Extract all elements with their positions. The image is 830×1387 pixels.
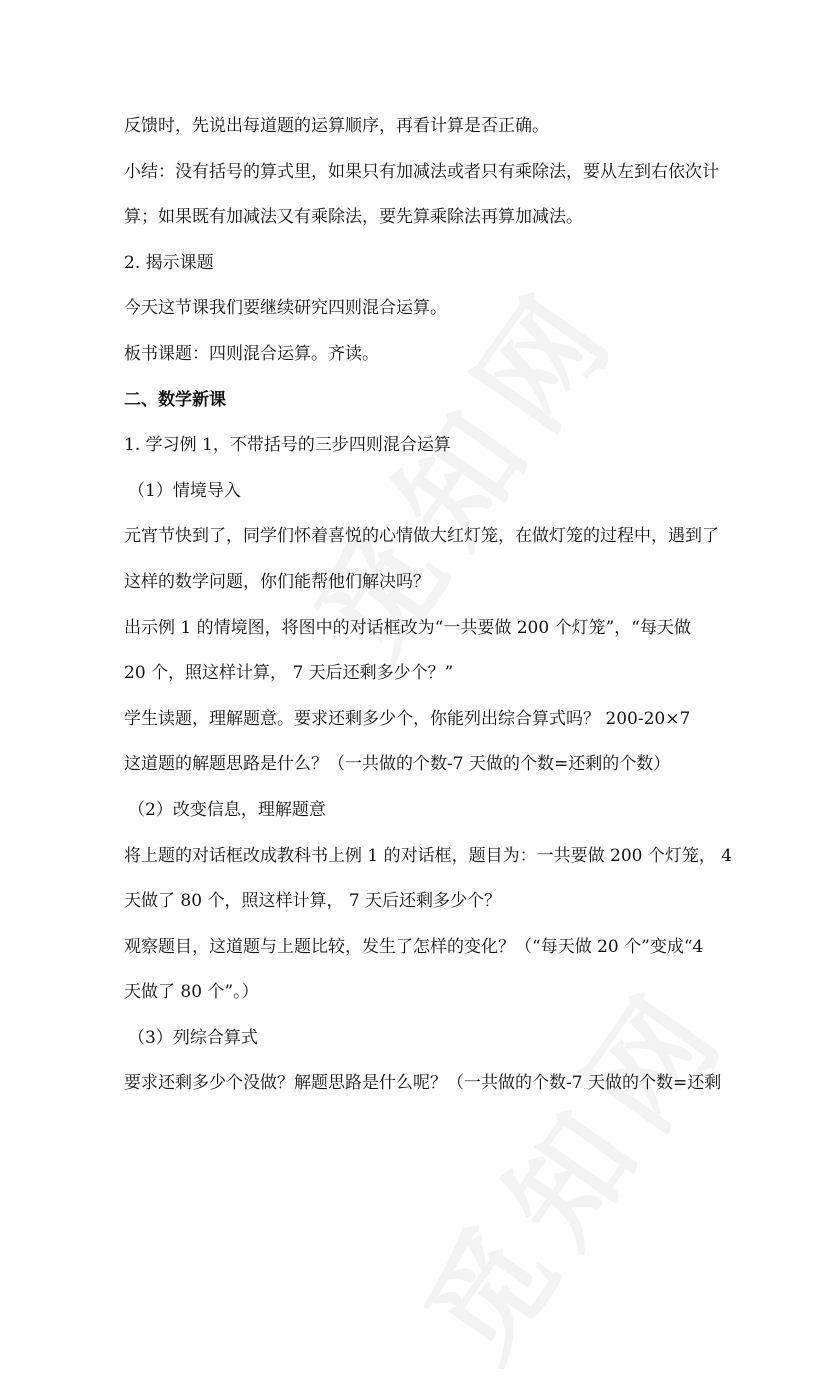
- heading-example-1: 1. 学习例 1，不带括号的三步四则混合运算: [124, 435, 451, 456]
- heading-reveal-topic: 2. 揭示课题: [124, 252, 214, 273]
- paragraph-read-problem: 学生读题，理解题意。要求还剩多少个，你能列出综合算式吗？ 200-20×7: [124, 708, 691, 729]
- paragraph-change-dialog-line-1: 将上题的对话框改成教科书上例 1 的对话框，题目为：一共要做 200 个灯笼， 4: [124, 845, 733, 866]
- document-body: [124, 108, 733, 1111]
- section-heading-new-lesson: 二、数学新课: [124, 389, 226, 410]
- subheading-situation: （1）情境导入: [128, 480, 241, 501]
- paragraph-today: 今天这节课我们要继续研究四则混合运算。: [124, 298, 447, 319]
- paragraph-solution-idea: 这道题的解题思路是什么？（一共做的个数-7 天做的个数=还剩的个数）: [124, 754, 671, 775]
- paragraph-show-example-line-1: 出示例 1 的情境图，将图中的对话框改为“一共要做 200 个灯笼”，“每天做: [124, 617, 691, 638]
- paragraph-change-dialog-line-2: 天做了 80 个，照这样计算， 7 天后还剩多少个？: [124, 891, 502, 912]
- paragraph-summary-line-1: 小结：没有括号的算式里，如果只有加减法或者只有乘除法，要从左到右依次计: [124, 161, 719, 182]
- paragraph-summary-line-2: 算；如果既有加减法又有乘除法，要先算乘除法再算加减法。: [124, 207, 583, 228]
- subheading-change-info: （2）改变信息，理解题意: [128, 799, 326, 820]
- paragraph-feedback: 反馈时，先说出每道题的运算顺序，再看计算是否正确。: [124, 116, 549, 136]
- paragraph-observe-line-1: 观察题目，这道题与上题比较，发生了怎样的变化？（“每天做 20 个”变成“4: [124, 936, 704, 957]
- paragraph-lantern-line-2: 这样的数学问题，你们能帮他们解决吗？: [124, 571, 430, 592]
- paragraph-remaining: 要求还剩多少个没做？解题思路是什么呢？（一共做的个数-7 天做的个数=还剩: [124, 1073, 722, 1094]
- paragraph-board-title: 板书课题：四则混合运算。齐读。: [124, 343, 379, 364]
- paragraph-observe-line-2: 天做了 80 个”。）: [124, 982, 259, 1003]
- subheading-formula: （3）列综合算式: [128, 1027, 258, 1048]
- paragraph-lantern-line-1: 元宵节快到了，同学们怀着喜悦的心情做大红灯笼，在做灯笼的过程中，遇到了: [124, 526, 719, 547]
- paragraph-show-example-line-2: 20 个，照这样计算， 7 天后还剩多少个？”: [124, 663, 454, 684]
